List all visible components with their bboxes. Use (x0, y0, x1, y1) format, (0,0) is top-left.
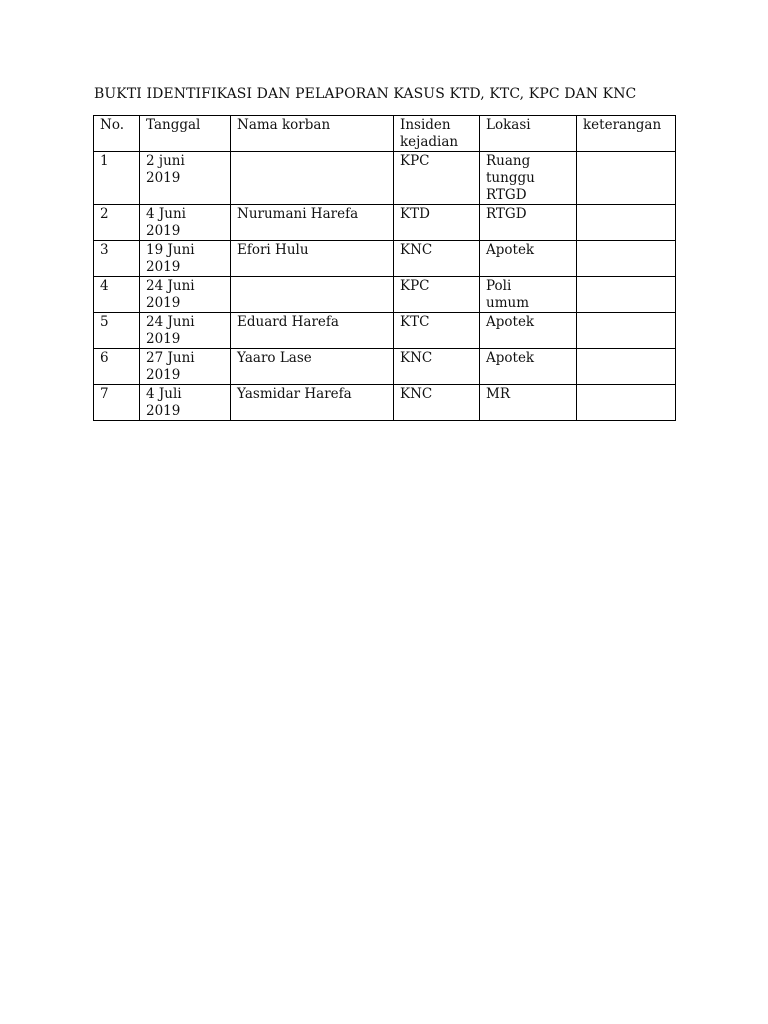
cell-tanggal (140, 152, 231, 205)
cell-keterangan (577, 385, 676, 421)
cell-keterangan (577, 277, 676, 313)
cell-lokasi (480, 277, 577, 313)
cell-insiden: KPC (394, 152, 480, 205)
cell-tanggal (140, 313, 231, 349)
cell-tanggal (140, 349, 231, 385)
cell-insiden: KTC (394, 313, 480, 349)
header-lokasi: Lokasi (480, 116, 577, 152)
cell-lokasi-line: RTGD (486, 206, 527, 222)
header-nama-korban: Nama korban (231, 116, 394, 152)
cell-nama-korban: Yaaro Lase (231, 349, 394, 385)
cell-lokasi (480, 241, 577, 277)
cell-tanggal-line: 27 Juni (146, 350, 195, 366)
cell-lokasi (480, 313, 577, 349)
cell-nama-korban: Yasmidar Harefa (231, 385, 394, 421)
cell-nama-korban: Efori Hulu (231, 241, 394, 277)
cell-tanggal-line: 2019 (146, 403, 181, 419)
cell-keterangan (577, 313, 676, 349)
cell-lokasi-line: tunggu (486, 170, 535, 186)
cell-tanggal (140, 277, 231, 313)
cell-tanggal-line: 19 Juni (146, 242, 195, 258)
header-no: No. (94, 116, 140, 152)
cell-keterangan (577, 152, 676, 205)
cell-tanggal-line: 4 Juli (146, 386, 182, 402)
table-row (94, 349, 676, 385)
cell-tanggal-line: 24 Juni (146, 278, 195, 294)
incident-table (93, 115, 676, 421)
cell-tanggal-line: 2019 (146, 170, 181, 186)
cell-lokasi-line: umum (486, 295, 529, 311)
cell-tanggal-line: 2019 (146, 223, 181, 239)
cell-tanggal-line: 2019 (146, 295, 181, 311)
cell-nama-korban: Eduard Harefa (231, 313, 394, 349)
cell-lokasi-line: Poli (486, 278, 512, 294)
cell-insiden: KNC (394, 385, 480, 421)
table-row (94, 277, 676, 313)
cell-no: 2 (94, 205, 140, 241)
cell-insiden: KNC (394, 241, 480, 277)
cell-tanggal-line: 4 Juni (146, 206, 186, 222)
cell-keterangan (577, 349, 676, 385)
cell-nama-korban (231, 152, 394, 205)
cell-tanggal (140, 241, 231, 277)
cell-lokasi-line: RTGD (486, 187, 527, 203)
cell-lokasi-line: Apotek (486, 242, 535, 258)
cell-lokasi-line: Apotek (486, 350, 535, 366)
cell-insiden: KNC (394, 349, 480, 385)
table-header-row (94, 116, 676, 152)
cell-lokasi-line: Apotek (486, 314, 535, 330)
cell-tanggal (140, 385, 231, 421)
document-title: BUKTI IDENTIFIKASI DAN PELAPORAN KASUS KTD, KTC, KPC DAN KNC (94, 86, 637, 102)
cell-lokasi (480, 385, 577, 421)
header-tanggal: Tanggal (140, 116, 231, 152)
table-row (94, 205, 676, 241)
cell-nama-korban: Nurumani Harefa (231, 205, 394, 241)
cell-keterangan (577, 205, 676, 241)
cell-lokasi-line: Ruang (486, 153, 531, 169)
header-insiden-kejadian: Insiden kejadian (394, 116, 480, 152)
cell-lokasi (480, 205, 577, 241)
cell-tanggal (140, 205, 231, 241)
cell-keterangan (577, 241, 676, 277)
cell-insiden: KPC (394, 277, 480, 313)
cell-no: 3 (94, 241, 140, 277)
table-row (94, 152, 676, 205)
table-row (94, 385, 676, 421)
table-row (94, 313, 676, 349)
cell-tanggal-line: 2019 (146, 331, 181, 347)
header-keterangan: keterangan (577, 116, 676, 152)
cell-no: 7 (94, 385, 140, 421)
cell-tanggal-line: 2019 (146, 367, 181, 383)
cell-lokasi-line: MR (486, 386, 510, 402)
cell-insiden: KTD (394, 205, 480, 241)
cell-no: 4 (94, 277, 140, 313)
cell-no: 6 (94, 349, 140, 385)
cell-nama-korban (231, 277, 394, 313)
cell-tanggal-line: 2019 (146, 259, 181, 275)
cell-lokasi (480, 349, 577, 385)
cell-tanggal-line: 2 juni (146, 153, 185, 169)
cell-no: 1 (94, 152, 140, 205)
cell-tanggal-line: 24 Juni (146, 314, 195, 330)
cell-lokasi (480, 152, 577, 205)
table-row (94, 241, 676, 277)
cell-no: 5 (94, 313, 140, 349)
